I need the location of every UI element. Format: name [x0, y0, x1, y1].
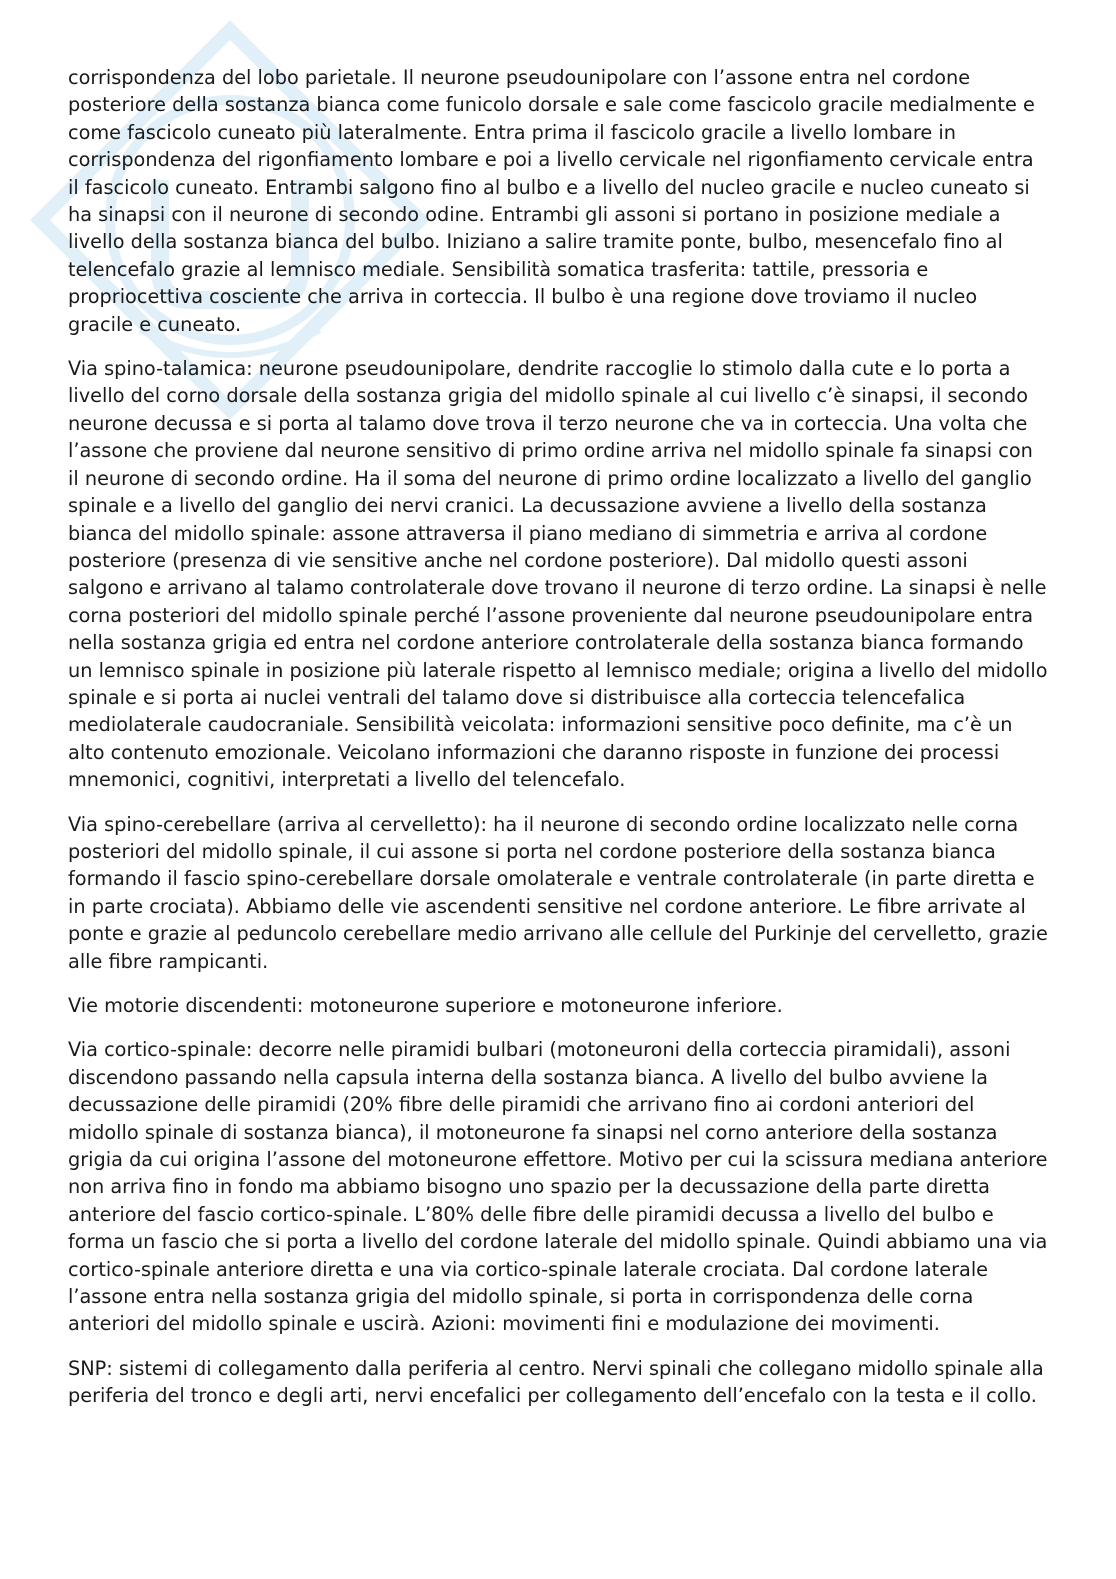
paragraph-via-spino-cerebellare: Via spino-cerebellare (arriva al cervelletto): ha il neurone di secondo ordine localizzato nelle corna posteriori del midollo spinale, il cui assone si porta nel cordone posteriore della sostanza bianca formando il fascio spino-cerebellare dorsale omolaterale e ventrale controlaterale (in parte diretta e in parte crociata). Abbiamo delle vie ascendenti sensitive nel cordone anteriore. Le fibre arrivate al ponte e grazie al peduncolo cerebellare medio arrivano alle cellule del Purkinje del cervelletto, grazie alle fibre rampicanti.: [68, 812, 1048, 973]
paragraph-via-cortico-spinale: Via cortico-spinale: decorre nelle piramidi bulbari (motoneuroni della corteccia piramidali), assoni discendono passando nella capsula interna della sostanza bianca. A livello del bulbo avviene la decussazione delle piramidi (20% fibre delle piramidi che arrivano fino ai cordoni anteriori del midollo spinale di sostanza bianca), il motoneurone fa sinapsi nel corno anteriore della sostanza grigia da cui origina l’assone del motoneurone effettore. Motivo per cui la scissura mediana anteriore non arriva fino in fondo ma abbiamo bisogno uno spazio per la decussazione della parte diretta anteriore del fascio cortico-spinale. L’80% delle fibre delle piramidi decussa a livello del bulbo e forma un fascio che si porta a livello del cordone laterale del midollo spinale. Quindi abbiamo una via cortico-spinale anteriore diretta e una via cortico-spinale laterale crociata. Dal cordone laterale l’assone entra nella sostanza grigia del midollo spinale, si porta in corrispondenza delle corna anteriori del midollo spinale e uscirà. Azioni: movimenti fini e modulazione dei movimenti.: [68, 1038, 1048, 1336]
document-body: [68, 64, 1048, 1427]
paragraph-snp: SNP: sistemi di collegamento dalla periferia al centro. Nervi spinali che collegano midollo spinale alla periferia del tronco e degli arti, nervi encefalici per collegamento dell’encefalo con la testa e il collo.: [68, 1356, 1044, 1408]
paragraph-via-spino-talamica: Via spino-talamica: neurone pseudounipolare, dendrite raccoglie lo stimolo dalla cute e lo porta a livello del corno dorsale della sostanza grigia del midollo spinale al cui livello c’è sinapsi, il secondo neurone decussa e si porta al talamo dove trova il terzo neurone che va in corteccia. Una volta che l’assone che proviene dal neurone sensitivo di primo ordine arriva nel midollo spinale fa sinapsi con il neurone di secondo ordine. Ha il soma del neurone di primo ordine localizzato a livello del ganglio spinale e a livello del ganglio dei nervi cranici. La decussazione avviene a livello della sostanza bianca del midollo spinale: assone attraversa il piano mediano di simmetria e arriva al cordone posteriore (presenza di vie sensitive anche nel cordone posteriore). Dal midollo questi assoni salgono e arrivano al talamo controlaterale dove trovano il neurone di terzo ordine. La sinapsi è nelle corna posteriori del midollo spinale perché l’assone proveniente dal neurone pseudounipolare entra nella sostanza grigia ed entra nel cordone anteriore controlaterale della sostanza bianca formando un lemnisco spinale in posizione più laterale rispetto al lemnisco mediale; origina a livello del midollo spinale e si porta ai nuclei ventrali del talamo dove si distribuisce alla corteccia telencefalica mediolaterale caudocraniale. Sensibilità veicolata: informazioni sensitive poco definite, ma c’è un alto contenuto emozionale. Veicolano informazioni che daranno risposte in funzione dei processi mnemonici, cognitivi, interpretati a livello del telencefalo.: [68, 357, 1048, 792]
paragraph-vie-motorie: Vie motorie discendenti: motoneurone superiore e motoneurone inferiore.: [68, 994, 783, 1017]
paragraph-lemnisco-mediale: corrispondenza del lobo parietale. Il neurone pseudounipolare con l’assone entra nel cordone posteriore della sostanza bianca come funicolo dorsale e sale come fascicolo gracile medialmente e come fascicolo cuneato più lateralmente. Entra prima il fascicolo gracile a livello lombare in corrispondenza del rigonfiamento lombare e poi a livello cervicale nel rigonfiamento cervicale entra il fascicolo cuneato. Entrambi salgono fino al bulbo e a livello del nucleo gracile e nucleo cuneato si ha sinapsi con il neurone di secondo odine. Entrambi gli assoni si portano in posizione mediale a livello della sostanza bianca del bulbo. Iniziano a salire tramite ponte, bulbo, mesencefalo fino al telencefalo grazie al lemnisco mediale. Sensibilità somatica trasferita: tattile, pressoria e propriocettiva cosciente che arriva in corteccia. Il bulbo è una regione dove troviamo il nucleo gracile e cuneato.: [68, 66, 1035, 336]
